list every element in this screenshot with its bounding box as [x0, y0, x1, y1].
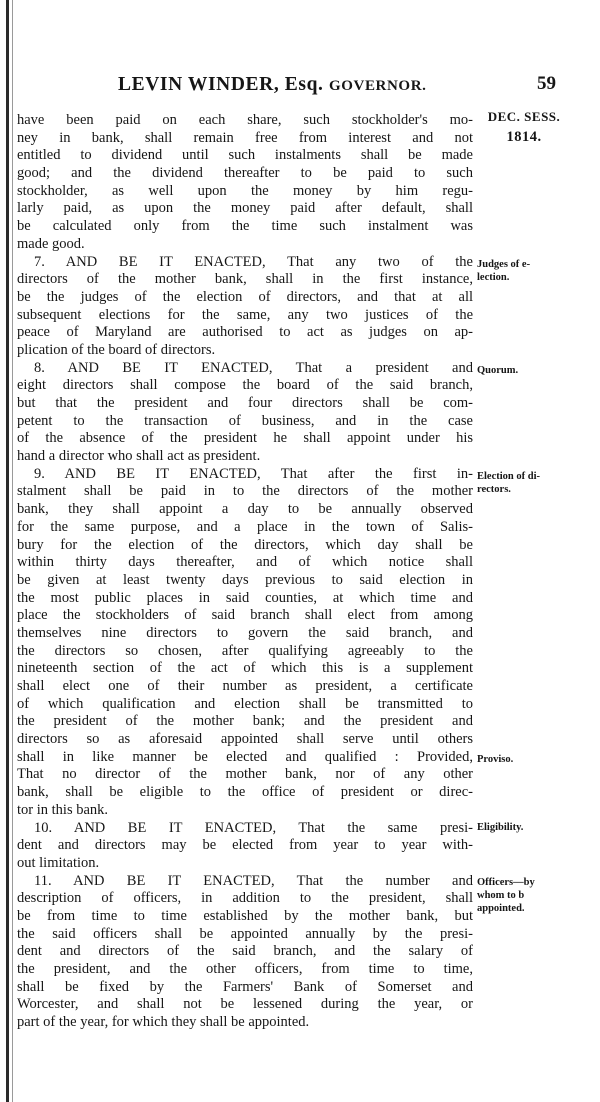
text-line: bury for the election of the directors, which day shall be — [17, 536, 473, 553]
text-line: dent and directors of the said branch, and the salary of — [17, 943, 473, 960]
text-line: place the stockholders of said branch shall elect from among — [17, 607, 473, 624]
text-line: nineteenth section of the act of which this is a supplement — [17, 660, 473, 677]
text-line: the president, and the other officers, from time to time, — [17, 961, 473, 977]
margin-note-line: rectors. — [477, 484, 511, 495]
text-line: out limitation. — [17, 854, 100, 871]
text-line: entitled to dividend until such instalments shall be made — [17, 147, 473, 164]
text-line: petent to the transaction of business, and in the case — [17, 412, 473, 429]
text-line: the said officers shall be appointed annually by the presi- — [17, 925, 473, 942]
text-line: have been paid on each share, such stockholder's mo- — [17, 112, 473, 128]
text-line: peace of Maryland are authorised to act as judges on ap- — [17, 324, 473, 341]
margin-note-line: Judges of e- — [477, 259, 531, 270]
text-line: subsequent elections for the same, any two justices of the — [17, 306, 473, 323]
text-line: 9. AND BE IT ENACTED, That after the first in- — [34, 465, 473, 482]
text-line: the most public places in said counties, at which time and — [17, 589, 473, 606]
margin-note-line: Eligibility. — [477, 822, 524, 833]
session-year: 1814. — [506, 129, 542, 145]
text-line: larly paid, as upon the money paid after default, shall — [17, 200, 473, 217]
text-line: be from time to time established by the mother bank, but — [17, 907, 473, 924]
text-line: of the absence of the president he shall appoint under his — [17, 430, 473, 447]
text-line: part of the year, for which they shall be appointed. — [17, 1014, 310, 1031]
text-line: stalment shall be paid in to the directors of the mother — [17, 483, 473, 500]
text-line: eight directors shall compose the board of the said branch, — [17, 377, 473, 394]
page-number: 59 — [537, 73, 556, 94]
margin-note-proviso — [477, 753, 587, 766]
text-line: themselves nine directors to govern the said branch, and — [17, 624, 473, 641]
text-line: 7. AND BE IT ENACTED, That any two of the — [34, 253, 473, 270]
text-line: shall be fixed by the Farmers' Bank of Somerset and — [17, 978, 473, 995]
text-line: stockholder, as well upon the money by him regu- — [17, 182, 473, 199]
text-line: description of officers, in addition to the president, shall — [17, 890, 473, 907]
text-line: ney in bank, shall remain free from interest and not — [17, 129, 473, 146]
text-line: be calculated only from the time such instalment was — [17, 218, 473, 235]
text-line: made good. — [17, 235, 85, 252]
text-line: good; and the dividend thereafter to be paid to such — [17, 165, 473, 182]
text-line: shall elect one of their number as president, a certificate — [17, 678, 473, 694]
text-line: within thirty days thereafter, and of which notice shall — [17, 554, 473, 571]
text-line: tor in this bank. — [17, 801, 109, 818]
text-line: directors of the mother bank, shall in the first instance, — [17, 271, 473, 288]
running-head — [118, 74, 426, 96]
text-line: dent and directors may be elected from year to year with- — [17, 837, 473, 854]
running-head-title: LEVIN WINDER, Esq. — [118, 74, 324, 95]
text-line: bank, they shall appoint a day to be annually observed — [17, 501, 473, 518]
session-note — [474, 106, 574, 148]
text-line: bank, shall be eligible to the office of president or direc- — [17, 784, 473, 801]
text-line: the directors so chosen, after qualifying agreeably to the — [17, 642, 473, 659]
body-text — [17, 112, 473, 1032]
margin-note-line: Quorum. — [477, 365, 519, 376]
scan-border — [6, 0, 9, 1102]
text-line: 11. AND BE IT ENACTED, That the number and — [34, 872, 473, 889]
margin-note-quorum — [477, 364, 587, 377]
text-line: be given at least twenty days previous to said election in — [17, 571, 473, 588]
text-line: of which qualification and election shall be transmitted to — [17, 695, 473, 712]
margin-note-line: lection. — [477, 272, 510, 283]
text-line: Worcester, and shall not be lessened during the year, or — [17, 996, 473, 1013]
text-line: directors so as aforesaid appointed shall serve until others — [17, 731, 473, 748]
text-line: hand a director who shall act as president. — [17, 448, 261, 465]
text-line: 10. AND BE IT ENACTED, That the same presi- — [34, 819, 473, 836]
margin-note-line: Officers—by — [477, 877, 535, 888]
margin-note-line: Proviso. — [477, 754, 514, 765]
text-line: for the same purpose, and a place in the town of Salis- — [17, 518, 473, 535]
margin-note-eligibility — [477, 821, 587, 834]
margin-note-line: whom to b — [477, 890, 525, 901]
text-line: plication of the board of directors. — [17, 341, 216, 358]
margin-note-line: appointed. — [477, 903, 525, 914]
text-line: the president of the mother bank; and the president and — [17, 713, 473, 730]
running-head-subtitle: GOVERNOR. — [328, 78, 427, 94]
margin-note-officers — [477, 876, 587, 915]
session-label: DEC. SESS. — [487, 109, 561, 124]
margin-note-election — [477, 470, 587, 496]
margin-note-judges — [477, 258, 587, 284]
text-line: 8. AND BE IT ENACTED, That a president and — [34, 359, 473, 376]
text-line: shall in like manner be elected and qualified : Provided, — [17, 748, 473, 765]
text-line: That no director of the mother bank, nor of any other — [17, 766, 473, 783]
text-line: be the judges of the election of directors, and that at all — [17, 288, 473, 305]
scan-border-inner — [12, 0, 13, 1102]
text-line: but that the president and four directors shall be com- — [17, 395, 473, 411]
margin-note-line: Election of di- — [477, 471, 540, 482]
